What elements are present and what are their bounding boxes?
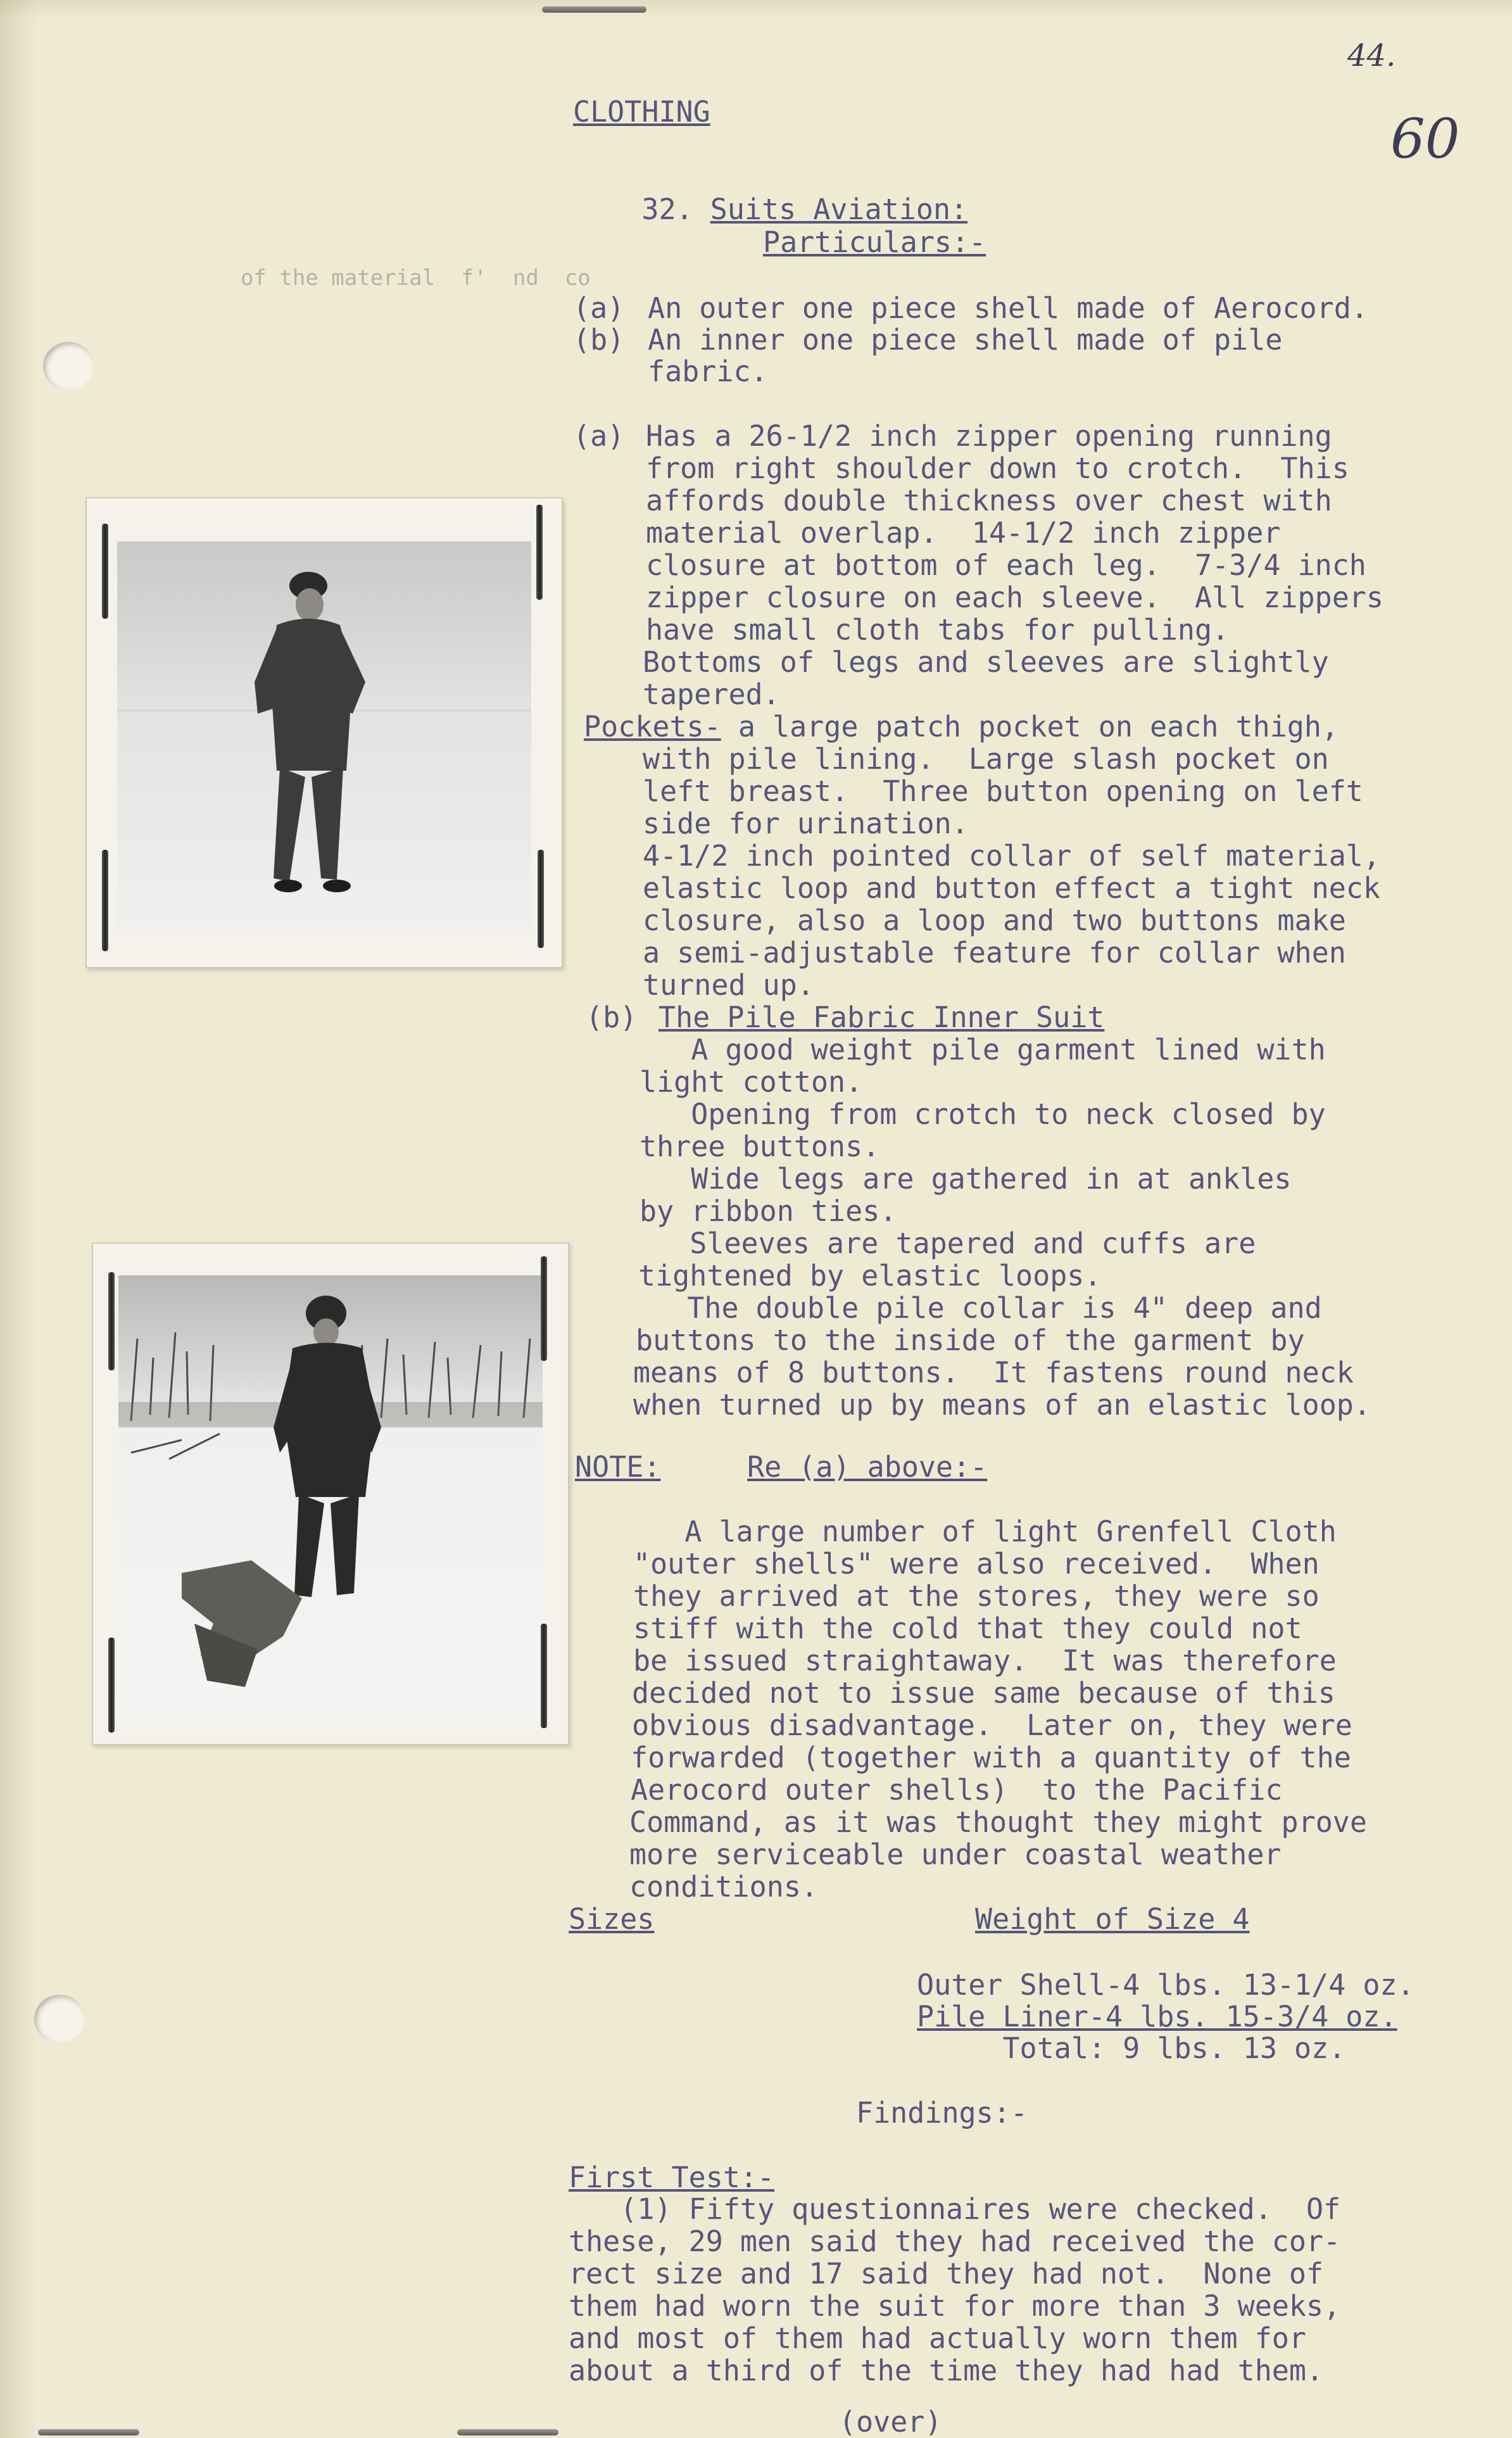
paper-edge-shadow <box>0 0 38 2438</box>
note-line: more serviceable under coastal weather <box>629 1838 1282 1871</box>
pockets-text-line: elastic loop and button effect a tight neck <box>643 871 1380 905</box>
punch-hole-lower <box>34 1995 85 2043</box>
note-line: Command, as it was thought they might prove <box>629 1805 1367 1839</box>
weight-total: Total: 9 lbs. 13 oz. <box>917 2031 1346 2065</box>
photo-1-image <box>87 498 562 967</box>
section-b-line: The double pile collar is 4" deep and <box>636 1291 1322 1325</box>
section-a-line: material overlap. 14-1/2 inch zipper <box>646 516 1281 550</box>
section-a-line: zipper closure on each sleeve. All zippers <box>646 581 1383 614</box>
section-b-line: three buttons. <box>639 1130 880 1163</box>
pockets-text-line: closure, also a loop and two buttons make <box>643 904 1346 937</box>
photo-1-staple <box>538 850 544 948</box>
clothing-heading: CLOTHING <box>573 95 710 129</box>
pockets-label: Pockets- <box>584 710 721 743</box>
weight-outer-shell: Outer Shell-4 lbs. 13-1/4 oz. <box>917 1968 1414 2002</box>
pockets-text-line: side for urination. <box>643 807 969 840</box>
section-a-line: Has a 26-1/2 inch zipper opening running <box>646 419 1332 453</box>
section-b-line: buttons to the inside of the garment by <box>636 1323 1305 1357</box>
section-b-line: Sleeves are tapered and cuffs are <box>638 1227 1256 1260</box>
note-label: NOTE: <box>575 1450 661 1484</box>
binder-pin-bottom-left <box>38 2429 139 2435</box>
page-number: 44. <box>1347 38 1396 73</box>
note-line: obvious disadvantage. Later on, they were <box>632 1708 1352 1742</box>
section-b-line: tightened by elastic loops. <box>638 1259 1102 1292</box>
section-b-line: when turned up by means of an elastic loop. <box>633 1388 1371 1422</box>
particulars-item-b-label: (b) <box>573 323 625 357</box>
pockets-text-line: with pile lining. Large slash pocket on <box>643 742 1329 776</box>
section-b-line: A good weight pile garment lined with <box>639 1033 1326 1066</box>
photo-2-staple <box>541 1256 547 1361</box>
section-b-label: (b) <box>586 1001 638 1034</box>
photo-2-staple <box>108 1272 115 1370</box>
section-a-label: (a) <box>573 419 625 453</box>
note-line: "outer shells" were also received. When <box>633 1547 1320 1581</box>
photo-man-in-suit-front <box>85 497 563 968</box>
section-b-line: Wide legs are gathered in at ankles <box>639 1162 1292 1196</box>
section-b-line: by ribbon ties. <box>639 1194 897 1228</box>
folio-number: 60 <box>1390 108 1460 171</box>
photo-1-staple <box>102 524 108 619</box>
pockets-text-line: a semi-adjustable feature for collar when <box>643 936 1346 970</box>
pockets-text-line: 4-1/2 inch pointed collar of self material, <box>643 839 1380 873</box>
findings-heading: Findings:- <box>856 2096 1028 2130</box>
pockets-line <box>584 711 1339 743</box>
pockets-text-line: turned up. <box>643 968 814 1002</box>
photo-2-staple <box>108 1638 115 1733</box>
note-line: forwarded (together with a quantity of the <box>631 1741 1351 1774</box>
section-a-line: closure at bottom of each leg. 7-3/4 inch <box>646 548 1366 582</box>
first-test-line: them had worn the suit for more than 3 weeks, <box>569 2289 1341 2323</box>
section-number: 32. <box>641 193 710 226</box>
first-test-heading: First Test:- <box>569 2161 775 2194</box>
particulars-item-b: An inner one piece shell made of pile <box>648 323 1283 357</box>
photo-2-staple <box>541 1624 547 1728</box>
photo-1-staple <box>102 850 108 951</box>
weight-pile-liner: Pile Liner-4 lbs. 15-3/4 oz. <box>917 2000 1397 2033</box>
pockets-text-line: left breast. Three button opening on left <box>643 774 1363 808</box>
note-line: they arrived at the stores, they were so <box>633 1579 1320 1613</box>
particulars-item-a-label: (a) <box>573 291 625 325</box>
section-a-line: tapered. <box>643 678 780 711</box>
binder-pin-top <box>542 6 646 13</box>
section-b-line: Opening from crotch to neck closed by <box>639 1097 1326 1131</box>
section-title-text: Suits Aviation: <box>710 193 968 226</box>
pockets-first-line: a large patch pocket on each thigh, <box>721 710 1339 743</box>
sizes-label: Sizes <box>569 1902 655 1936</box>
punch-hole-upper <box>43 342 94 390</box>
section-a-line: from right shoulder down to crotch. This <box>646 452 1349 485</box>
note-line: stiff with the cold that they could not <box>633 1612 1302 1645</box>
section-b-title: The Pile Fabric Inner Suit <box>658 1001 1105 1034</box>
photo-man-in-snow-with-suit <box>92 1242 569 1745</box>
first-test-line: about a third of the time they had had them. <box>569 2354 1324 2387</box>
footer-over: (over) <box>839 2405 942 2438</box>
weight-heading: Weight of Size 4 <box>975 1902 1250 1936</box>
note-reference: Re (a) above:- <box>747 1450 988 1484</box>
section-a-line: Bottoms of legs and sleeves are slightly <box>643 645 1329 679</box>
section-a-line: have small cloth tabs for pulling. <box>646 613 1230 647</box>
note-line: Aerocord outer shells) to the Pacific <box>631 1773 1283 1807</box>
note-line: decided not to issue same because of this <box>632 1676 1335 1710</box>
note-line: be issued straightaway. It was therefore <box>633 1644 1337 1677</box>
section-b-line: light cotton. <box>639 1065 863 1099</box>
first-test-line: and most of them had actually worn them for <box>569 2321 1306 2355</box>
particulars-item-a: An outer one piece shell made of Aerocord. <box>648 291 1368 325</box>
first-test-line: (1) Fifty questionnaires were checked. Of <box>569 2192 1341 2226</box>
particulars-heading: Particulars:- <box>763 225 986 259</box>
note-line: A large number of light Grenfell Cloth <box>633 1515 1337 1548</box>
note-line: conditions. <box>629 1870 819 1904</box>
first-test-line: these, 29 men said they had received the cor- <box>569 2225 1341 2258</box>
section-b-line: means of 8 buttons. It fastens round neck <box>633 1356 1354 1389</box>
section-a-line: affords double thickness over chest with <box>646 484 1332 517</box>
first-test-line: rect size and 17 said they had not. None of <box>569 2257 1324 2290</box>
binder-pin-bottom-right <box>457 2429 558 2435</box>
photo-2-image <box>93 1244 568 1744</box>
paper-top-shadow <box>0 0 1512 19</box>
faint-show-through-text: of the material f' nd co <box>241 265 591 291</box>
photo-1-staple <box>536 505 543 600</box>
particulars-item-b-cont: fabric. <box>648 355 768 388</box>
